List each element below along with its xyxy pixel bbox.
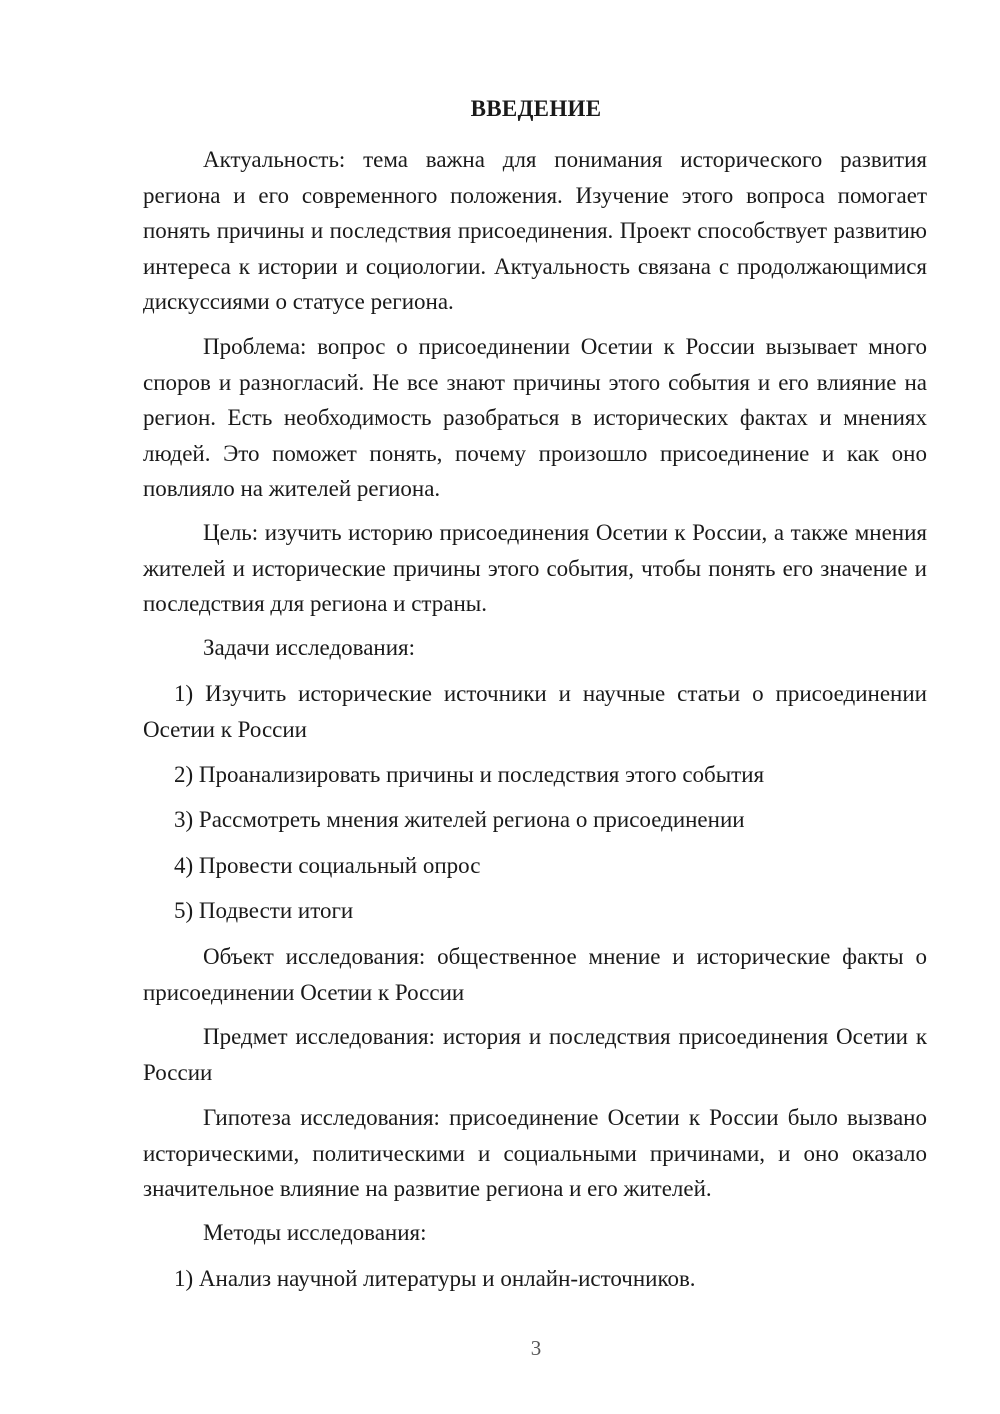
method-item-1: 1) Анализ научной литературы и онлайн-источников. — [174, 1266, 696, 1291]
task-item-2: 2) Проанализировать причины и последствия этого события — [174, 762, 765, 787]
relevance-paragraph: Актуальность: тема важна для понимания исторического развития региона и его современного положения. Изучение этого вопроса помогает понять причины и последствия присоединения. Проект способствует развитию интереса к истории и социологии. Актуальность связана с продолжающимися дискуссиями о статусе региона. — [143, 147, 927, 314]
section-title: ВВЕДЕНИЕ — [470, 96, 602, 121]
task-item-4: 4) Провести социальный опрос — [174, 853, 481, 878]
methods-heading: Методы исследования: — [203, 1220, 427, 1245]
problem-paragraph: Проблема: вопрос о присоединении Осетии к России вызывает много споров и разногласий. Не все знают причины этого события и его влияние на регион. Есть необходимость разобраться в исторических фактах и мнениях людей. Это поможет понять, почему произошло присоединение и как оно повлияло на жителей региона. — [143, 334, 927, 501]
task-item-3: 3) Рассмотреть мнения жителей региона о присоединении — [174, 807, 745, 832]
subject-paragraph: Предмет исследования: история и последствия присоединения Осетии к России — [143, 1024, 927, 1085]
goal-paragraph: Цель: изучить историю присоединения Осетии к России, а также мнения жителей и исторические причины этого события, чтобы понять его значение и последствия для региона и страны. — [143, 520, 927, 616]
task-item-1: 1) Изучить исторические источники и научные статьи о присоединении Осетии к России — [143, 681, 927, 742]
tasks-heading: Задачи исследования: — [203, 635, 416, 660]
page-number: 3 — [530, 1336, 542, 1360]
hypothesis-paragraph: Гипотеза исследования: присоединение Осетии к России было вызвано историческими, политическими и социальными причинами, и оно оказало значительное влияние на развитие региона и его жителей. — [143, 1105, 927, 1201]
task-item-5: 5) Подвести итоги — [174, 898, 354, 923]
object-paragraph: Объект исследования: общественное мнение и исторические факты о присоединении Осетии к России — [143, 944, 927, 1005]
